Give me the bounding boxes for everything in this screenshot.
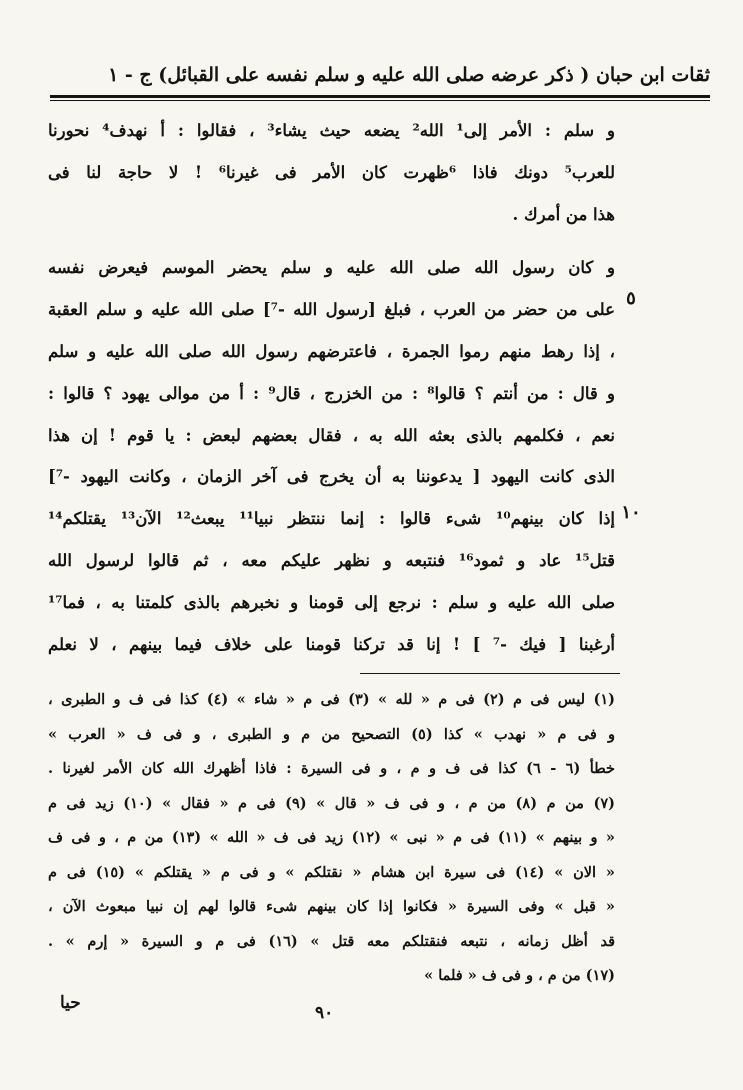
footnote-line: (١٧) من م ، و فى ف « فلما » [424,967,615,984]
footnote-rule [360,673,620,674]
line-number-10: ١٠ [621,502,641,523]
footnote-line: خطأ (٦ - ٦) كذا فى ف و م ، و فى السيرة : فاذا أظهرك الله كان الأمر لغيرنا . [48,760,615,777]
footnote-line: قد أظل زمانه ، نتبعه فنقتلكم معه قتل » (١٦) فى م و السيرة « إرم » . [48,932,615,950]
text-line: الذى كانت اليهود [ يدعوننا به أن يخرج فى آخر الزمان ، وكانت اليهود -⁷] [48,467,615,487]
text-line: للعرب⁵ دونك فاذا ⁶ظهرت كان الأمر فى غيرنا⁶ ! لا حاجة لنا فى [48,162,615,182]
text-line: أرغبنا [ فيك -⁷ ] ! إنا قد تركنا قومنا على خلاف فيما بينهم ، لا نعلم [48,634,615,654]
footnote-line: (١) ليس فى م (٢) فى م « لله » (٣) فى م « شاء » (٤) كذا فى ف و الطبرى ، [48,691,615,708]
text-line: و قال : من أنتم ؟ قالوا⁸ : من الخزرج ، قال⁹ : أ من موالى يهود ؟ قالوا : [48,383,615,403]
main-text [48,110,615,665]
text-line: صلى الله عليه و سلم : نرجع إلى قومنا و نخبرهم بالذى كلمتنا به ، فما¹⁷ [48,592,615,612]
text-line: على من حضر من العرب ، فبلغ [رسول الله -⁷] صلى الله عليه و سلم العقبة [48,300,615,320]
footnote-line: « الان » (١٤) فى سيرة ابن هشام « نقتلكم » و فى م « يقتلكم » (١٥) فى م [48,863,615,881]
footnotes [48,683,615,994]
footnote-line: « و بينهم » (١١) فى م « نبى » (١٢) زيد فى ف « الله » (١٣) من م ، و فى ف [48,829,615,846]
footnote-line: « قبل » وفى السيرة « فكانوا إذا كان بينهم شىء قالوا لهم إن نبيا مبعوث الآن ، [48,898,615,915]
footnote-line: و فى م « نهدب » كذا (٥) التصحيح من م و الطبرى ، و فى ف « العرب » [48,725,615,743]
signature: حيا [60,993,81,1013]
text-line: هذا من أمرك . [512,204,615,224]
text-line: نعم ، فكلمهم بالذى بعثه الله به ، فقال بعضهم لبعض : يا قوم ! إن هذا [48,425,615,445]
running-header [50,58,710,92]
page-number: ٩٠ [315,1003,334,1023]
header-title: ثقات ابن حبان ( ذكر عرضه صلى الله عليه و سلم نفسه على القبائل) ج - ١ [108,64,710,86]
header-rule-thin [50,100,710,101]
footnote-line: (٧) من م (٨) من م ، و فى ف « قال » (٩) فى م « فقال » (١٠) زيد فى م [48,794,615,812]
text-line: و سلم : الأمر إلى¹ الله² يضعه حيث يشاء³ ، فقالوا : أ نهدف⁴ نحورنا [48,121,615,140]
text-line: قتل¹⁵ عاد و ثمود¹⁶ فنتبعه و نظهر عليكم معه ، ثم قالوا لرسول الله [48,550,615,570]
text-line: و كان رسول الله صلى الله عليه و سلم يحضر الموسم فيعرض نفسه [48,258,615,278]
text-line: إذا كان بينهم¹⁰ شىء قالوا : إنما ننتظر نبيا¹¹ يبعث¹² الآن¹³ يقتلكم¹⁴ [48,509,615,529]
header-rule-thick [50,95,710,98]
text-line: ، إذا رهط منهم رموا الجمرة ، فاعترضهم رسول الله صلى الله عليه و سلم [48,341,615,361]
line-number-5: ٥ [626,288,636,309]
